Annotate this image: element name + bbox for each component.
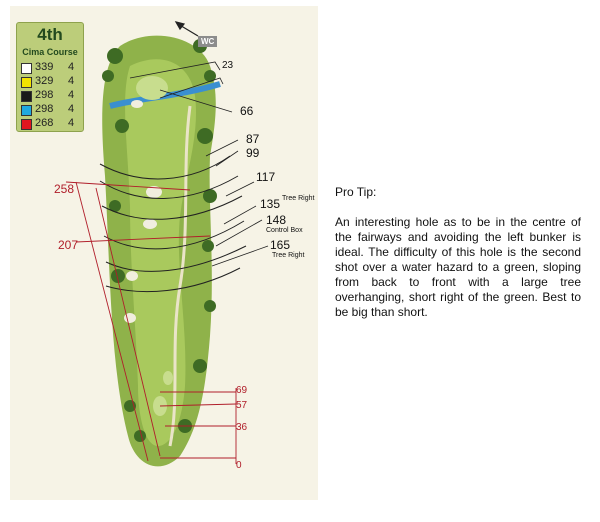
tee-distance-label: 258 <box>54 182 75 196</box>
course-name: Cima Course <box>22 47 78 57</box>
distance-label: 148 <box>266 213 287 227</box>
tee-row-black <box>21 89 81 103</box>
distance-note: Tree Right <box>282 195 315 202</box>
green-depth-label: 23 <box>222 60 234 71</box>
green <box>136 76 168 100</box>
scorecard <box>16 22 84 132</box>
tee-marker-label: 57 <box>236 400 248 411</box>
tee-swatch <box>21 119 32 130</box>
distance-label: 99 <box>246 146 260 160</box>
distance-label: 117 <box>256 170 276 184</box>
tee-swatch <box>21 105 32 116</box>
distance-label: 66 <box>240 104 254 118</box>
distance-label: 165 <box>270 238 291 252</box>
tee-row-white <box>21 61 81 75</box>
tee-par: 4 <box>68 103 75 115</box>
tee-par: 4 <box>68 89 75 101</box>
tee-distance-label: 207 <box>58 238 79 252</box>
distance-note: Tree Right <box>272 252 305 259</box>
tee-marker-label: 36 <box>236 422 248 433</box>
tee-yards: 268 <box>35 117 54 129</box>
tee-marker-label: 69 <box>236 385 248 396</box>
distance-label: 87 <box>246 132 260 146</box>
tee-yards: 329 <box>35 75 54 87</box>
tee-row-blue <box>21 103 81 117</box>
hole-number: 4th <box>37 25 63 44</box>
distance-note: Control Box <box>266 227 303 234</box>
pro-tip-body: An interesting hole as to be in the centre of the fairways and avoiding the left bunker is ideal. The difficulty of this hole is the second shot over a water hazard to a green, sloping from back to front with a large tree overhanging, short right of the green. Best to be big than short. <box>335 215 581 319</box>
tee-yards: 339 <box>35 61 54 73</box>
tee-par: 4 <box>68 117 75 129</box>
wc-label: WC <box>198 36 217 47</box>
tee-par: 4 <box>68 75 75 87</box>
north-arrow <box>176 22 198 36</box>
tee-row-red <box>21 117 81 131</box>
tee-par: 4 <box>68 61 75 73</box>
tee-swatch <box>21 63 32 74</box>
tee-swatch <box>21 91 32 102</box>
tee-yards: 298 <box>35 103 54 115</box>
tee-marker-label: 0 <box>236 460 242 471</box>
tee-swatch <box>21 77 32 88</box>
pro-tip-title: Pro Tip: <box>335 185 377 199</box>
tee-row-yellow <box>21 75 81 89</box>
tee-yards: 298 <box>35 89 54 101</box>
distance-label: 135 <box>260 197 281 211</box>
